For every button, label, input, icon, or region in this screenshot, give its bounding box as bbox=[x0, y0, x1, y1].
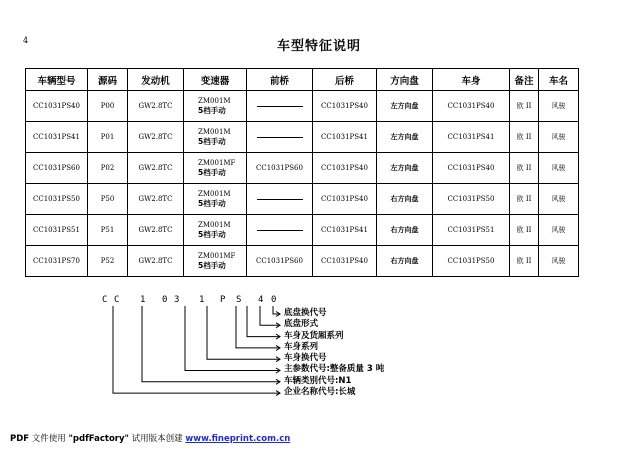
legend-item: 车身及货厢系列 bbox=[284, 330, 344, 341]
cell-name: 风骏 bbox=[539, 153, 579, 184]
gearbox-type: 5档手动 bbox=[198, 105, 226, 115]
page-title: 车型特征说明 bbox=[276, 39, 361, 54]
column-header: 方向盘 bbox=[377, 69, 433, 91]
gearbox-model: ZM001M bbox=[198, 96, 231, 105]
code-char: 1 bbox=[140, 295, 146, 305]
gearbox-type: 5档手动 bbox=[198, 260, 226, 270]
footer-brand: "pdfFactory" bbox=[68, 434, 129, 444]
cell-engine: GW2.8TC bbox=[128, 215, 184, 246]
cell-code: P51 bbox=[88, 215, 128, 246]
column-header: 备注 bbox=[510, 69, 539, 91]
cell-name: 风骏 bbox=[539, 215, 579, 246]
page-mark: 4 bbox=[23, 36, 29, 45]
column-header: 后桥 bbox=[313, 69, 377, 91]
code-char: C bbox=[102, 295, 108, 305]
cell-body: CC1031PS41 bbox=[433, 122, 510, 153]
cell-rear: CC1031PS41 bbox=[313, 122, 377, 153]
footer-text2: 试用版本创建 bbox=[128, 434, 186, 444]
column-header: 发动机 bbox=[128, 69, 184, 91]
cell-model: CC1031PS70 bbox=[26, 246, 88, 277]
footer-pdf: PDF bbox=[10, 434, 30, 444]
code-char: S bbox=[236, 295, 242, 305]
cell-body: CC1031PS50 bbox=[433, 246, 510, 277]
footer bbox=[10, 432, 290, 444]
legend-item: 车身换代号 bbox=[284, 353, 327, 364]
column-header: 车辆型号 bbox=[26, 69, 88, 91]
cell-note: 欧 II bbox=[510, 184, 539, 215]
cell-name: 风骏 bbox=[539, 122, 579, 153]
leader-line bbox=[247, 306, 280, 337]
cell-engine: GW2.8TC bbox=[128, 184, 184, 215]
cell-front: CC1031PS60 bbox=[247, 153, 313, 184]
cell-note: 欧 II bbox=[510, 153, 539, 184]
cell-wheel: 右方向盘 bbox=[377, 184, 433, 215]
cell-engine: GW2.8TC bbox=[128, 122, 184, 153]
code-char: 0 bbox=[271, 295, 277, 305]
code-char: 4 bbox=[258, 295, 264, 305]
cell-note: 欧 II bbox=[510, 122, 539, 153]
cell-body: CC1031PS40 bbox=[433, 153, 510, 184]
gearbox-model: ZM001M bbox=[198, 189, 231, 198]
cell-code: P52 bbox=[88, 246, 128, 277]
cell-name: 风骏 bbox=[539, 246, 579, 277]
cell-wheel: 左方向盘 bbox=[377, 122, 433, 153]
cell-body: CC1031PS51 bbox=[433, 215, 510, 246]
cell-note: 欧 II bbox=[510, 215, 539, 246]
gearbox-type: 5档手动 bbox=[198, 136, 226, 146]
column-header: 变速器 bbox=[184, 69, 247, 91]
code-char: 0 bbox=[162, 295, 168, 305]
cell-model: CC1031PS40 bbox=[26, 91, 88, 122]
cell-front: CC1031PS60 bbox=[247, 246, 313, 277]
cell-model: CC1031PS50 bbox=[26, 184, 88, 215]
legend-item: 底盘形式 bbox=[284, 319, 319, 330]
cell-name: 风骏 bbox=[539, 91, 579, 122]
legend-item: 车身系列 bbox=[284, 341, 319, 352]
cell-wheel: 左方向盘 bbox=[377, 91, 433, 122]
cell-note: 欧 II bbox=[510, 91, 539, 122]
cell-code: P01 bbox=[88, 122, 128, 153]
column-header: 前桥 bbox=[247, 69, 313, 91]
code-char: 1 bbox=[199, 295, 205, 305]
gearbox-type: 5档手动 bbox=[198, 229, 226, 239]
cell-rear: CC1031PS40 bbox=[313, 184, 377, 215]
code-legend bbox=[284, 308, 384, 398]
column-header: 车身 bbox=[433, 69, 510, 91]
cell-rear: CC1031PS40 bbox=[313, 153, 377, 184]
cell-name: 风骏 bbox=[539, 184, 579, 215]
leader-line bbox=[207, 306, 280, 359]
cell-rear: CC1031PS41 bbox=[313, 215, 377, 246]
leader-line bbox=[113, 306, 280, 393]
gearbox-model: ZM001M bbox=[198, 127, 231, 136]
cell-rear: CC1031PS40 bbox=[313, 246, 377, 277]
cell-code: P50 bbox=[88, 184, 128, 215]
leader-line bbox=[185, 306, 280, 371]
cell-rear: CC1031PS40 bbox=[313, 91, 377, 122]
cell-engine: GW2.8TC bbox=[128, 91, 184, 122]
footer-link[interactable]: www.fineprint.com.cn bbox=[185, 434, 291, 444]
code-char: P bbox=[220, 295, 226, 305]
legend-item: 主参数代号:整备质量 3 吨 bbox=[284, 364, 385, 375]
cell-model: CC1031PS60 bbox=[26, 153, 88, 184]
cell-model: CC1031PS51 bbox=[26, 215, 88, 246]
legend-item: 企业名称代号:长城 bbox=[284, 387, 356, 398]
cell-note: 欧 II bbox=[510, 246, 539, 277]
code-char: 3 bbox=[174, 295, 180, 305]
gearbox-model: ZM001M bbox=[198, 220, 231, 229]
gearbox-type: 5档手动 bbox=[198, 198, 226, 208]
legend-item: 车辆类别代号:N1 bbox=[284, 375, 352, 386]
gearbox-model: ZM001MF bbox=[198, 158, 236, 167]
legend-item: 底盘换代号 bbox=[284, 308, 327, 318]
cell-code: P02 bbox=[88, 153, 128, 184]
cell-body: CC1031PS40 bbox=[433, 91, 510, 122]
gearbox-model: ZM001MF bbox=[198, 251, 236, 260]
cell-engine: GW2.8TC bbox=[128, 153, 184, 184]
column-header: 源码 bbox=[88, 69, 128, 91]
cell-wheel: 左方向盘 bbox=[377, 153, 433, 184]
code-char: C bbox=[114, 295, 120, 305]
gearbox-type: 5档手动 bbox=[198, 167, 226, 177]
cell-wheel: 右方向盘 bbox=[377, 246, 433, 277]
footer-text1: 文件使用 bbox=[29, 434, 69, 444]
cell-body: CC1031PS50 bbox=[433, 184, 510, 215]
column-header: 车名 bbox=[539, 69, 579, 91]
cell-wheel: 右方向盘 bbox=[377, 215, 433, 246]
cell-model: CC1031PS41 bbox=[26, 122, 88, 153]
cell-code: P00 bbox=[88, 91, 128, 122]
cell-engine: GW2.8TC bbox=[128, 246, 184, 277]
